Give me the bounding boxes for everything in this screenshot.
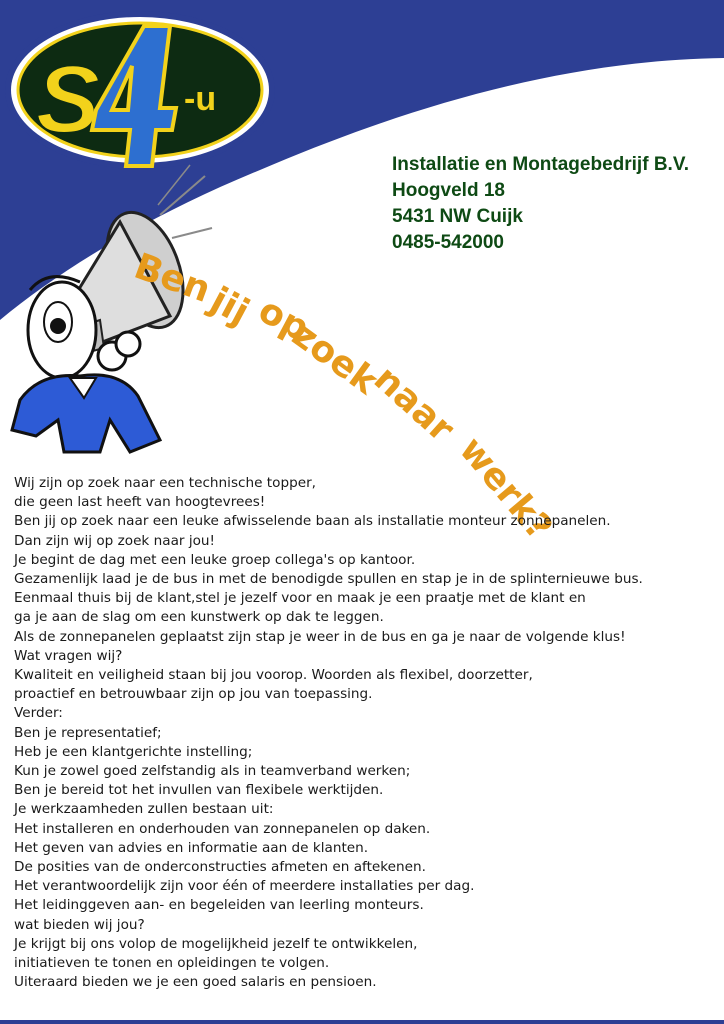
body-line: Als de zonnepanelen geplaatst zijn stap je weer in de bus en ga je naar de volgende klus! bbox=[14, 628, 626, 645]
company-phone: 0485-542000 bbox=[392, 232, 504, 253]
bottom-border bbox=[0, 1020, 724, 1024]
body-line: die geen last heeft van hoogtevrees! bbox=[14, 494, 266, 511]
body-line: Dan zijn wij op zoek naar jou! bbox=[14, 532, 215, 549]
body-line: Het leidinggeven aan- en begeleiden van leerling monteurs. bbox=[14, 897, 424, 914]
headline-word-5: naar bbox=[365, 358, 462, 451]
logo-suffix: -u bbox=[184, 80, 217, 118]
headline-word-2: jij bbox=[203, 279, 256, 334]
body-line: proactief en betrouwbaar zijn op jou van toepassing. bbox=[14, 686, 373, 703]
body-line: Je werkzaamheden zullen bestaan uit: bbox=[14, 801, 274, 818]
body-line: Eenmaal thuis bij de klant,stel je jezelf voor en maak je een praatje met de klant en bbox=[14, 590, 586, 607]
body-line: Het installeren en onderhouden van zonnepanelen op daken. bbox=[14, 820, 431, 837]
company-city: 5431 NW Cuijk bbox=[392, 206, 523, 227]
body-line: Gezamenlijk laad je de bus in met de benodigde spullen en stap je in de splinternieuwe bus. bbox=[14, 571, 643, 588]
headline-word-1: Ben bbox=[128, 245, 216, 311]
headline-word-4: zoek bbox=[284, 314, 385, 403]
body-line: Ben je representatief; bbox=[14, 724, 162, 741]
body-line: Uiteraard bieden we je een goed salaris en pensioen. bbox=[14, 974, 377, 991]
logo-letter-s: S bbox=[36, 46, 101, 153]
headline-word-6: werk? bbox=[451, 429, 560, 548]
body-line: Ben jij op zoek naar een leuke afwisselende baan als installatie monteur zonnepanelen. bbox=[14, 513, 611, 530]
body-line: Het verantwoordelijk zijn voor één of meerdere installaties per dag. bbox=[14, 878, 475, 895]
company-name: Installatie en Montagebedrijf B.V. bbox=[392, 154, 690, 175]
body-line: Heb je een klantgerichte instelling; bbox=[14, 743, 253, 760]
body-line: ga je aan de slag om een kunstwerk op dak te leggen. bbox=[14, 609, 384, 626]
body-line: Wij zijn op zoek naar een technische topper, bbox=[14, 475, 316, 491]
body-line: wat bieden wij jou? bbox=[14, 916, 145, 933]
body-line: Het geven van advies en informatie aan de klanten. bbox=[14, 839, 369, 856]
body-line: Kun je zowel goed zelfstandig als in teamverband werken; bbox=[14, 763, 411, 780]
body-line: Ben je bereid tot het invullen van flexibele werktijden. bbox=[14, 782, 384, 799]
body-line: Verder: bbox=[14, 705, 63, 722]
body-line: Wat vragen wij? bbox=[14, 647, 123, 664]
body-line: Kwaliteit en veiligheid staan bij jou voorop. Woorden als flexibel, doorzetter, bbox=[14, 667, 533, 684]
body-line: initiatieven te tonen en opleidingen te volgen. bbox=[14, 955, 330, 972]
body-line: Je krijgt bij ons volop de mogelijkheid jezelf te ontwikkelen, bbox=[14, 935, 418, 952]
company-street: Hoogveld 18 bbox=[392, 180, 505, 201]
body-line: De posities van de onderconstructies afmeten en aftekenen. bbox=[14, 859, 426, 876]
headline-word-3: op bbox=[251, 289, 316, 350]
vacancy-body-text bbox=[14, 474, 654, 992]
body-line: Je begint de dag met een leuke groep collega's op kantoor. bbox=[14, 551, 416, 568]
